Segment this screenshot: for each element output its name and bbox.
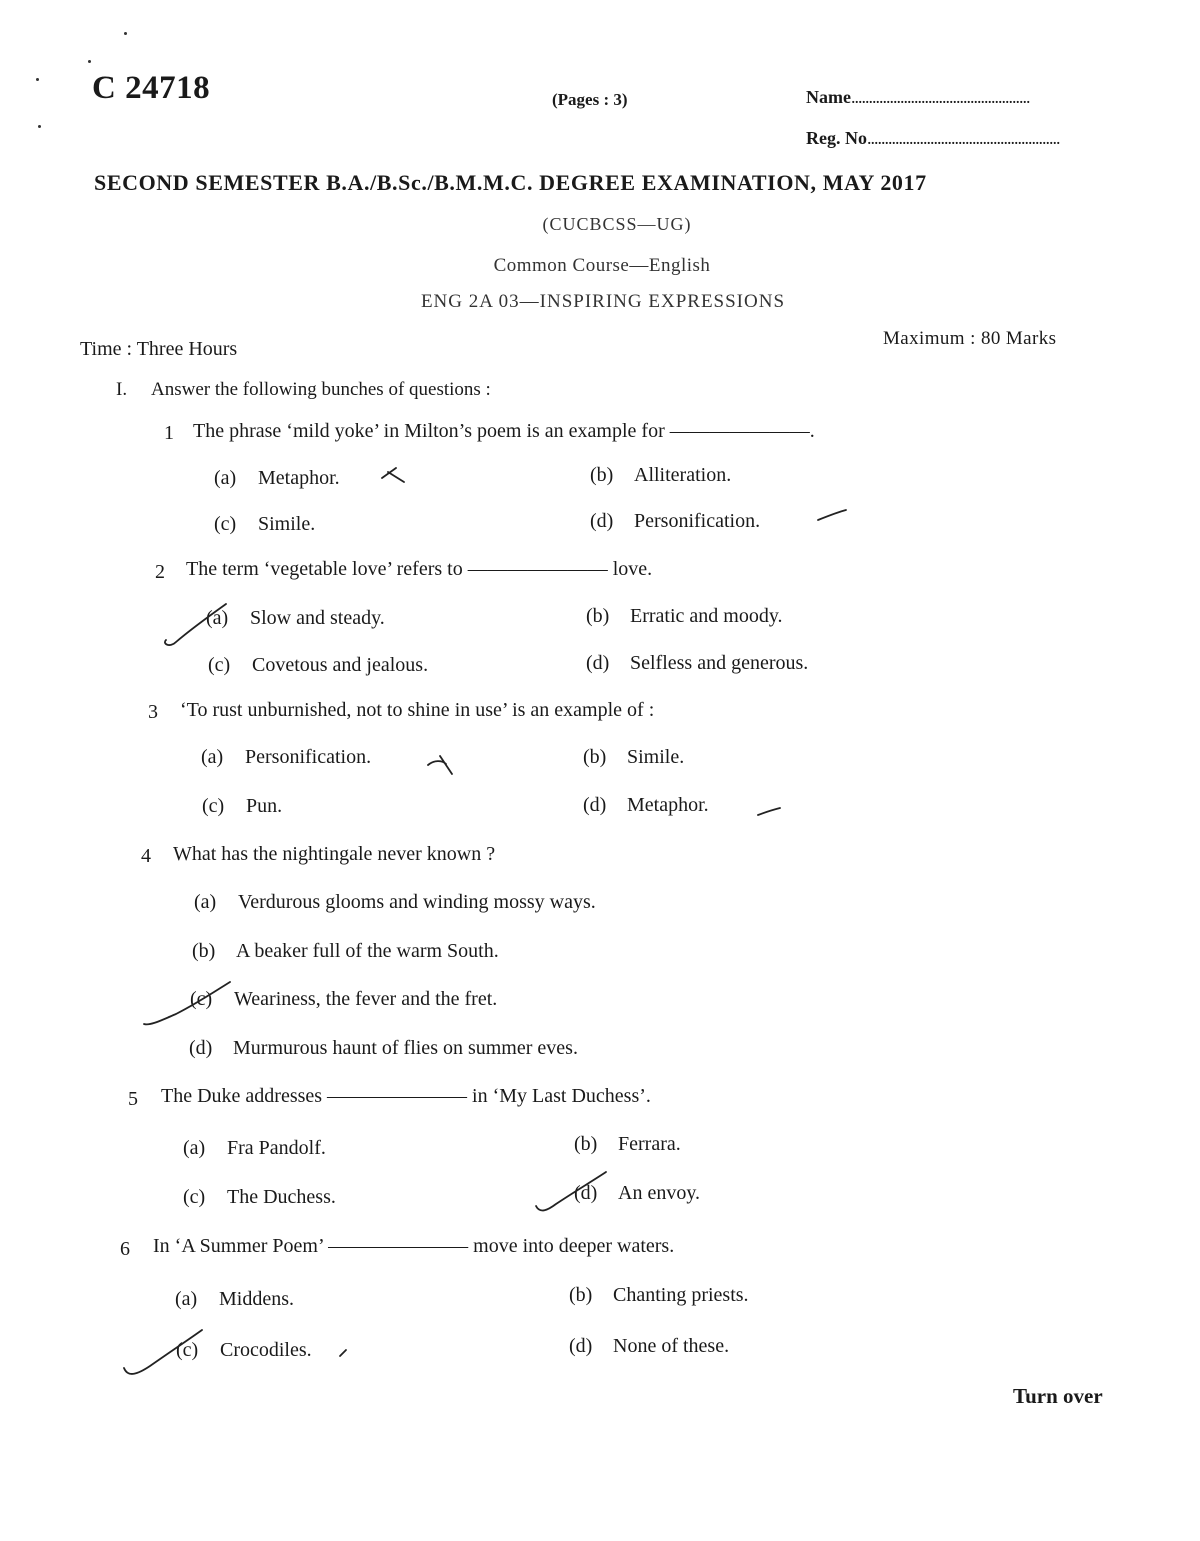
reg-no-field	[806, 128, 1060, 149]
scan-speck	[88, 60, 91, 63]
question-2-text: The term ‘vegetable love’ refers to ——————— love.	[186, 558, 653, 580]
question-1-option-b: (b) Alliteration.	[590, 464, 732, 486]
question-5-option-b: (b) Ferrara.	[574, 1133, 681, 1155]
page-count: (Pages : 3)	[552, 90, 628, 109]
reg-no-label: Reg. No	[806, 128, 867, 148]
question-1-number: 1	[164, 422, 174, 444]
paper-title: ENG 2A 03—INSPIRING EXPRESSIONS	[420, 291, 786, 312]
course-name: Common Course—English	[493, 255, 711, 276]
question-5-option-d: (d) An envoy.	[574, 1182, 701, 1204]
pen-mark-q3d	[758, 808, 780, 815]
question-6-option-d: (d) None of these.	[569, 1335, 730, 1357]
question-3-text: ‘To rust unburnished, not to shine in use’ is an example of :	[180, 699, 655, 721]
question-6-number: 6	[120, 1238, 130, 1260]
question-2-option-c: (c) Covetous and jealous.	[208, 654, 429, 676]
question-6-option-c: (c) Crocodiles.	[176, 1339, 312, 1361]
question-3-number: 3	[148, 701, 158, 723]
reg-no-dotted-line: .......................................................	[867, 128, 1060, 148]
question-4-number: 4	[141, 845, 151, 867]
turn-over-note: Turn over	[1013, 1384, 1103, 1408]
question-paper-code: C 24718	[92, 70, 211, 106]
question-3-option-c: (c) Pun.	[202, 795, 283, 817]
section-number: I.	[116, 379, 128, 400]
exam-title: SECOND SEMESTER B.A./B.Sc./B.M.M.C. DEGREE EXAMINATION, MAY 2017	[94, 170, 927, 195]
question-1-option-a: (a) Metaphor.	[214, 467, 340, 489]
question-5-text: The Duke addresses ——————— in ‘My Last Duchess’.	[161, 1085, 651, 1107]
question-2-option-d: (d) Selfless and generous.	[586, 652, 809, 674]
question-3-option-a: (a) Personification.	[201, 746, 372, 768]
question-1-option-d: (d) Personification.	[590, 510, 761, 532]
question-6-option-a: (a) Middens.	[175, 1288, 294, 1310]
question-3-option-b: (b) Simile.	[583, 746, 685, 768]
question-2-option-b: (b) Erratic and moody.	[586, 605, 783, 627]
question-6-option-b: (b) Chanting priests.	[569, 1284, 749, 1306]
scan-speck	[38, 125, 41, 128]
scan-speck	[36, 78, 39, 81]
question-6-text: In ‘A Summer Poem’ ——————— move into deeper waters.	[153, 1235, 675, 1257]
section-instruction: Answer the following bunches of questions :	[151, 379, 491, 400]
name-dotted-line: ...................................................	[850, 87, 1030, 107]
pen-mark-q6c	[340, 1350, 346, 1356]
question-5-option-a: (a) Fra Pandolf.	[183, 1137, 326, 1159]
question-2-option-a: (a) Slow and steady.	[206, 607, 385, 629]
question-5-number: 5	[128, 1088, 138, 1110]
exam-scheme: (CUCBCSS—UG)	[542, 214, 692, 234]
question-4-option-a: (a) Verdurous glooms and winding mossy ways.	[194, 891, 596, 913]
scan-speck	[124, 32, 127, 35]
question-3-option-d: (d) Metaphor.	[583, 794, 709, 816]
time-allowed: Time : Three Hours	[80, 338, 238, 360]
question-4-option-c: (c) Weariness, the fever and the fret.	[190, 988, 498, 1010]
question-5-option-c: (c) The Duchess.	[183, 1186, 336, 1208]
question-2-number: 2	[155, 561, 165, 583]
name-label: Name	[806, 87, 851, 107]
maximum-marks: Maximum : 80 Marks	[883, 328, 1057, 349]
question-1-option-c: (c) Simile.	[214, 513, 316, 535]
question-1-text: The phrase ‘mild yoke’ in Milton’s poem is an example for ———————.	[193, 420, 815, 442]
pen-mark-q1a	[382, 468, 404, 482]
question-4-text: What has the nightingale never known ?	[173, 843, 496, 865]
name-field	[806, 87, 1029, 108]
pen-mark-q1d	[818, 510, 846, 520]
pen-mark-q3a	[428, 756, 452, 774]
question-4-option-b: (b) A beaker full of the warm South.	[192, 940, 499, 962]
question-4-option-d: (d) Murmurous haunt of flies on summer eves.	[189, 1037, 578, 1059]
